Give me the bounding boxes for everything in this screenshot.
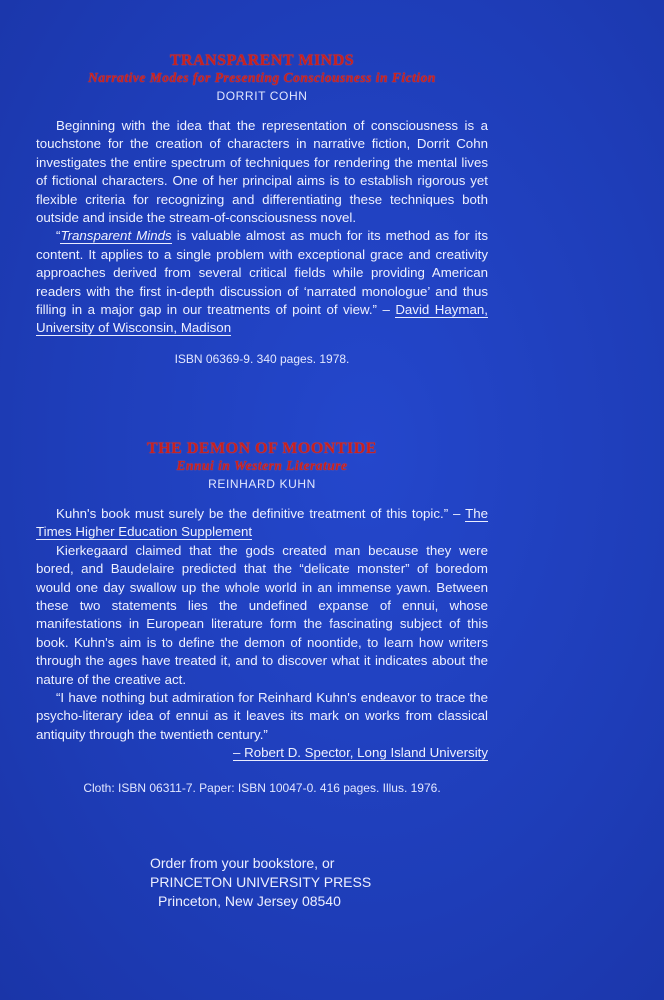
order-info [150, 854, 371, 910]
book2-title: THE DEMON OF MOONTIDE [147, 440, 377, 457]
book2-quote1-body: Kuhn's book must surely be the definitive treatment of this topic.” – [56, 506, 466, 521]
order-line-1: Order from your bookstore, or [150, 855, 335, 871]
book1-quote-title: Transparent Minds [60, 228, 172, 244]
book2-quote2-source: – Robert D. Spector, Long Island University [233, 745, 488, 761]
book1-author: DORRIT COHN [216, 89, 308, 103]
book1-quote [36, 227, 488, 337]
book2-description: Kierkegaard claimed that the gods created man because they were bored, and Baudelaire predicted that the “delicate monster” of boredom would one day swallow up the whole world in an immense yawn. Between these two statements lies the undefined expanse of ennui, whose manifestations in European literature form the fascinating subject of this book. Kuhn's aim is to define the demon of noontide, to learn how writers through the ages have treated it, and to discover what it indicates about the nature of the creative act. [36, 542, 488, 687]
book1-quote-source: David Hayman, University of Wisconsin, Madison [36, 302, 488, 336]
book2-quote2-attribution [36, 744, 488, 762]
book2-quote1 [36, 505, 488, 542]
book1-quote-open: “ [56, 228, 61, 244]
book1-subtitle: Narrative Modes for Presenting Consciousness in Fiction [88, 70, 436, 85]
order-line-2: PRINCETON UNIVERSITY PRESS [150, 873, 372, 890]
book2-subtitle: Ennui in Western Literature [176, 458, 348, 473]
book2-section [36, 440, 488, 795]
book2-quote2: “I have nothing but admiration for Reinhard Kuhn's endeavor to trace the psycho-literary idea of ennui as it leaves its mark on works from classical antiquity through the twentieth century.” [36, 690, 488, 742]
order-line-3: Princeton, New Jersey 08540 [158, 892, 341, 909]
book2-isbn: Cloth: ISBN 06311-7. Paper: ISBN 10047-0. 416 pages. Illus. 1976. [83, 780, 441, 795]
book1-section [36, 52, 488, 366]
book2-quote1-source: The Times Higher Education Supplement [36, 506, 488, 540]
book2-author: REINHARD KUHN [208, 477, 316, 491]
book1-quote-body: is valuable almost as much for its method as for its content. It applies to a single problem with exceptional grace and creativity approaches derived from several critical fields while providing American readers with the first in-depth discussion of ‘narrated monologue’ and thus filling in a major gap in our treatments of point of view.” – [36, 228, 488, 318]
book1-isbn: ISBN 06369-9. 340 pages. 1978. [174, 351, 350, 366]
book1-description: Beginning with the idea that the representation of consciousness is a touchstone for the creation of characters in narrative fiction, Dorrit Cohn investigates the entire spectrum of techniques for rendering the mental lives of fictional characters. One of her principal aims is to establish rigorous yet flexible criteria for recognizing and differentiating these techniques both outside and inside the stream-of-consciousness novel. [36, 118, 488, 226]
book1-title: TRANSPARENT MINDS [169, 52, 355, 69]
